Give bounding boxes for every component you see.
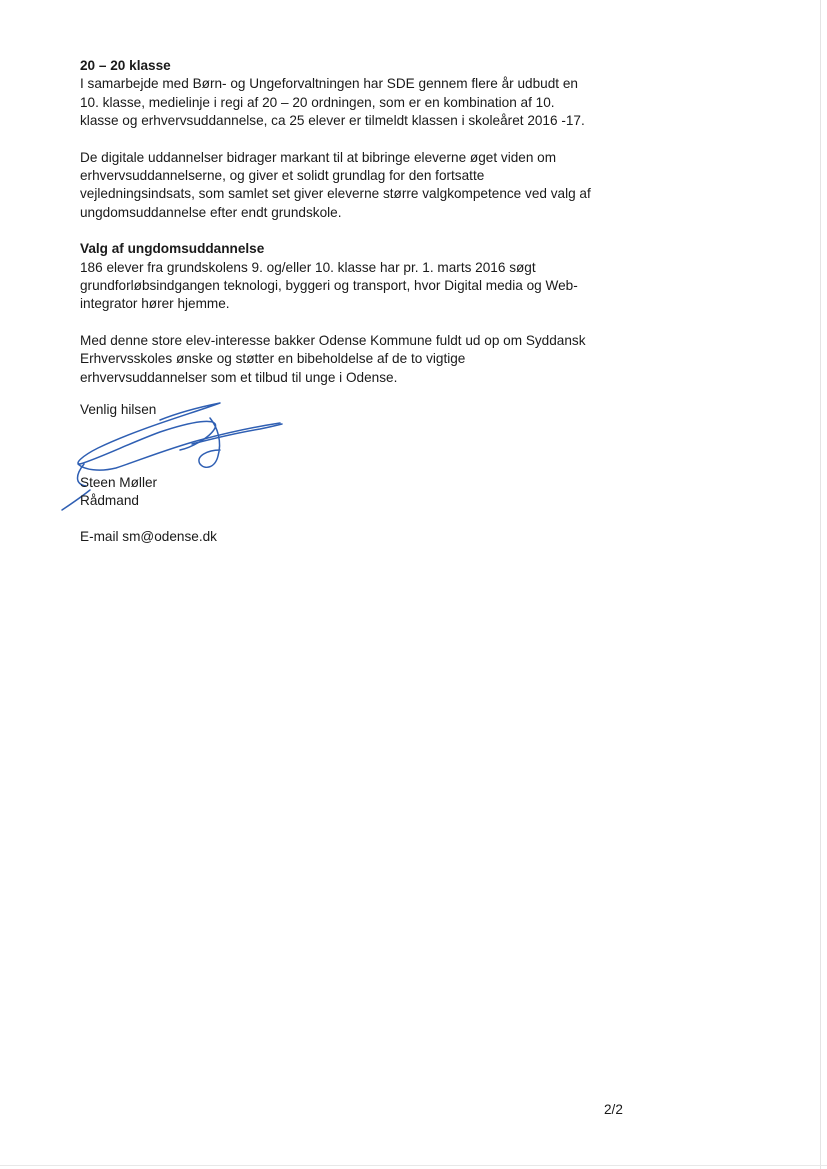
section-heading: Valg af ungdomsuddannelse [80,241,265,257]
text-line: klasse og erhvervsuddannelse, ca 25 elever er tilmeldt klassen i skoleåret 2016 -17. [80,113,585,129]
page-edge-right [820,0,821,1169]
signatory-name: Steen Møller [80,475,158,490]
paragraph [80,75,640,130]
section-valg-af-ungdomsuddannelse [80,240,640,314]
text-line: grundforløbsindgangen teknologi, byggeri og transport, hvor Digital media og Web- [80,278,578,294]
text-line: I samarbejde med Børn- og Ungeforvaltningen har SDE gennem flere år udbudt en [80,76,578,92]
text-line: De digitale uddannelser bidrager markant til at bibringe eleverne øget viden om [80,149,557,165]
text-line: integrator hører hjemme. [80,296,230,312]
paragraph-gap [80,131,640,149]
text-line: Erhvervsskoles ønske og støtter en bibeholdelse af de to vigtige [80,351,466,367]
letter-body [80,57,640,387]
text-line: 186 elever fra grundskolens 9. og/eller 10. klasse har pr. 1. marts 2016 søgt [80,259,536,275]
paragraph [80,259,640,314]
page-edge-bottom [0,1165,827,1166]
text-line: Med denne store elev-interesse bakker Odense Kommune fuldt ud op om Syddansk [80,332,586,348]
signatory-title: Rådmand [80,493,139,508]
closing-greeting: Venlig hilsen [80,402,157,417]
text-line: erhvervsuddannelser som et tilbud til unge i Odense. [80,369,398,385]
paragraph [80,149,640,223]
text-line: erhvervsuddannelserne, og giver et solidt grundlag for den fortsatte [80,168,485,184]
paragraph-gap [80,222,640,240]
contact-email: E-mail sm@odense.dk [80,529,217,544]
page-number: 2/2 [604,1102,623,1117]
paragraph-gap [80,314,640,332]
section-elev-interesse [80,332,640,387]
section-digitale-uddannelser [80,149,640,223]
paragraph [80,332,640,387]
section-20-20-klasse [80,57,640,131]
text-line: vejledningsindsats, som samlet set giver eleverne større valgkompetence ved valg af [80,186,591,202]
text-line: ungdomsuddannelse efter endt grundskole. [80,204,342,220]
text-line: 10. klasse, medielinje i regi af 20 – 20 ordningen, som er en kombination af 10. [80,94,555,110]
section-heading: 20 – 20 klasse [80,58,171,73]
